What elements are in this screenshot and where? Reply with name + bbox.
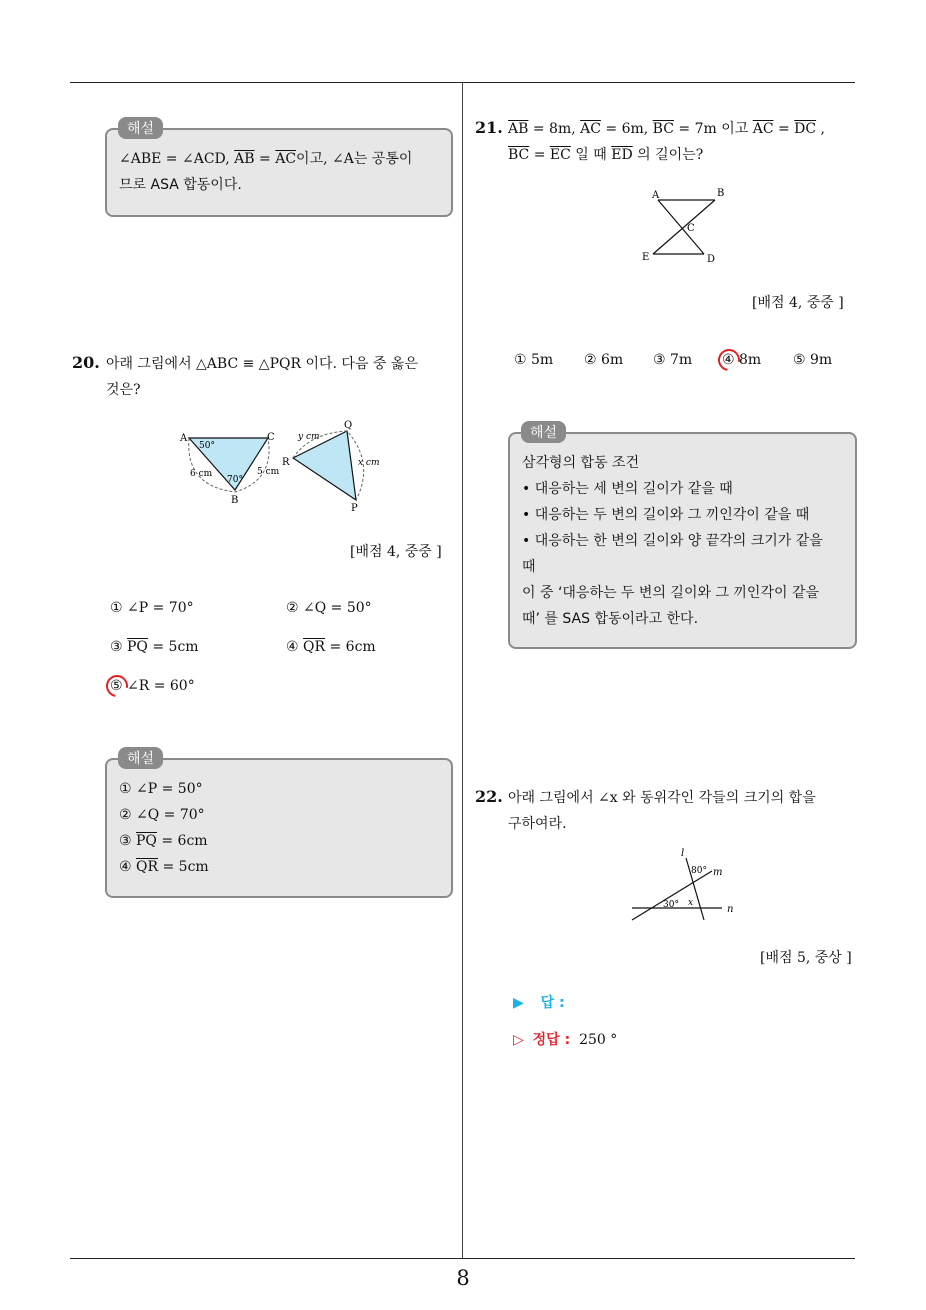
q20-solution-line3: ③ $\overline{PQ} = 6cm$ <box>119 833 208 849</box>
label-p: P <box>351 503 358 514</box>
label-r: R <box>282 457 290 468</box>
q19-solution-line1: ∠ABE = ∠ACD, $\overline{AB} = \overline{AC}$이고, ∠A는 공통이 <box>119 151 413 167</box>
q21-choice-1[interactable]: ① 5m <box>514 352 554 368</box>
q22-text-line2: 구하여라. <box>508 816 567 832</box>
q19-solution-tag: 해설 <box>118 117 163 139</box>
q20-solution-line1: ① ∠P = 50° <box>119 781 203 797</box>
label-angle-a: 50° <box>199 441 215 451</box>
label-xcm: x cm <box>358 458 380 468</box>
label-b: B <box>231 495 239 506</box>
bottom-rule <box>70 1258 855 1259</box>
q21-figure <box>636 184 726 266</box>
q20-choice-4[interactable]: ④ $\overline{QR} = 6cm$ <box>286 639 376 655</box>
q20-choice-1[interactable]: ① ∠P = 70° <box>110 600 194 616</box>
q21-solution-line3: • 대응하는 두 변의 길이와 그 끼인각이 같을 때 <box>522 507 810 523</box>
q22-answer-row <box>513 992 565 1012</box>
q21-text-line1: $\overline{AB} = 8m$, $\overline{AC} = 6m$, $\overline{BC} = 7m$ 이고 $\overline{AC} = \overline{DC}$ , <box>508 121 826 137</box>
q21-choice-2[interactable]: ② 6m <box>584 352 624 368</box>
q21-number: 21. <box>475 118 503 137</box>
label-6cm: 6 cm <box>190 469 213 479</box>
q20-selected-mark <box>102 671 133 702</box>
q22-figure <box>628 846 748 926</box>
label-a: A <box>180 433 188 444</box>
outline-arrow-icon: ▷ <box>513 1032 524 1048</box>
label-l: l <box>681 848 685 859</box>
label-a: A <box>652 190 660 201</box>
label-c: C <box>687 223 695 234</box>
q21-solution-box <box>508 432 857 649</box>
q22-answer-label: 답 : <box>540 995 565 1011</box>
q21-selected-mark <box>714 345 745 376</box>
q21-solution-line2: • 대응하는 세 변의 길이가 같을 때 <box>522 481 733 497</box>
q21-solution-line5: 때 <box>522 559 536 575</box>
q20-score: [배점 4, 중중 ] <box>350 544 442 560</box>
q21-choice-5[interactable]: ⑤ 9m <box>793 352 833 368</box>
q20-choice-3[interactable]: ③ $\overline{PQ} = 5cm$ <box>110 639 199 655</box>
q21-solution-line4: • 대응하는 한 변의 길이와 양 끝각의 크기가 같을 <box>522 533 823 549</box>
q20-choice-5[interactable]: ⑤ ∠R = 60° <box>110 678 195 694</box>
q20-number: 20. <box>72 353 100 372</box>
label-30: 30° <box>663 900 679 910</box>
q22-text-line1: 아래 그림에서 ∠x 와 동위각인 각들의 크기의 합을 <box>508 790 816 806</box>
q20-solution-line4: ④ $\overline{QR} = 5cm$ <box>119 859 209 875</box>
q20-choice-2[interactable]: ② ∠Q = 50° <box>286 600 372 616</box>
q20-figure <box>175 418 390 516</box>
label-x: x <box>688 898 694 908</box>
label-c: C <box>267 432 275 443</box>
q20-solution-box <box>105 758 453 898</box>
q21-text <box>508 116 868 168</box>
play-arrow-icon: ▶ <box>513 995 524 1011</box>
q22-correct-label: 정답 : <box>532 1032 571 1048</box>
q21-solution-line7: 때’ 를 SAS 합동이라고 한다. <box>522 611 699 627</box>
q19-solution-line2: 므로 ASA 합동이다. <box>119 177 242 193</box>
q21-choice-3[interactable]: ③ 7m <box>653 352 693 368</box>
q21-choice-4[interactable]: ④ 8m <box>722 352 762 368</box>
q21-solution-tag: 해설 <box>521 421 566 443</box>
label-e: E <box>642 252 650 263</box>
q21-solution-line6: 이 중 ‘대응하는 두 변의 길이와 그 끼인각이 같을 <box>522 585 820 601</box>
column-divider <box>462 83 463 1259</box>
label-b: B <box>717 188 725 199</box>
q21-text-line2: $\overline{BC} = \overline{EC}$ 일 때 $\overline{ED}$ 의 길이는? <box>508 147 704 163</box>
q22-text <box>508 785 868 837</box>
q22-number: 22. <box>475 787 503 806</box>
q19-solution-box <box>105 128 453 217</box>
label-80: 80° <box>691 866 707 876</box>
q20-solution-line2: ② ∠Q = 70° <box>119 807 205 823</box>
q21-score: [배점 4, 중중 ] <box>752 295 844 311</box>
q20-solution-tag: 해설 <box>118 747 163 769</box>
q20-text-line1: 아래 그림에서 △ABC ≡ △PQR 이다. 다음 중 옳은 <box>106 356 418 372</box>
label-5cm: 5 cm <box>257 467 280 477</box>
q20-text <box>106 351 456 403</box>
q22-correct-value: 250 ° <box>579 1032 618 1048</box>
q22-correct-row <box>513 1029 617 1049</box>
q21-solution-line1: 삼각형의 합동 조건 <box>522 455 640 471</box>
label-m: m <box>713 867 723 878</box>
label-ycm: y cm <box>298 432 320 442</box>
q20-text-line2: 것은? <box>106 382 141 398</box>
q22-score: [배점 5, 중상 ] <box>760 950 852 966</box>
label-q: Q <box>344 420 353 431</box>
label-n: n <box>727 904 734 915</box>
page-number: 8 <box>456 1266 470 1290</box>
label-angle-b: 70° <box>227 475 243 485</box>
label-d: D <box>707 254 716 265</box>
